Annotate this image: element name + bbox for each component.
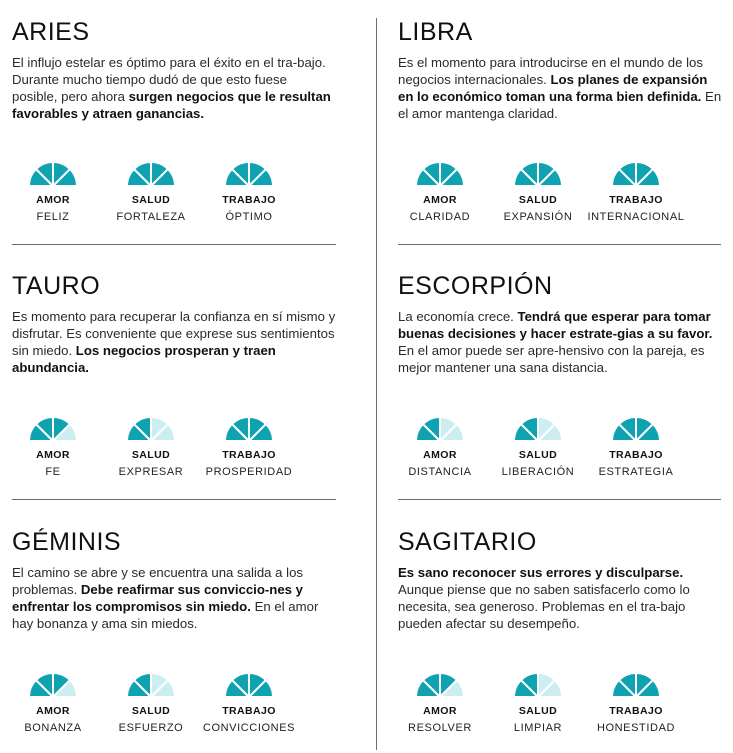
metric-label: SALUD: [518, 194, 558, 206]
gauge-icon: [412, 160, 468, 188]
sign-title: TAURO: [12, 272, 101, 300]
metric-salud: [102, 415, 200, 479]
metric-amor: [4, 160, 102, 224]
metric-value: RESOLVER: [408, 722, 472, 734]
metric-value: ESFUERZO: [118, 722, 184, 734]
gauge-icon: [25, 671, 81, 699]
metric-value: ESTRATEGIA: [598, 466, 674, 478]
metric-value: FELIZ: [36, 211, 70, 223]
metric-salud: [489, 671, 587, 735]
metric-value: FORTALEZA: [116, 211, 186, 223]
metric-trabajo: [587, 415, 685, 479]
metrics-tauro: [4, 415, 298, 479]
text-run-bold: Tendrá que esperar para tomar buenas decisiones y hacer estrate-gias a su favor.: [398, 309, 713, 341]
metric-value: BONANZA: [24, 722, 82, 734]
metric-salud: [102, 160, 200, 224]
metric-trabajo: [200, 671, 298, 735]
gauge-icon: [123, 415, 179, 443]
sign-geminis: [12, 528, 336, 632]
metric-salud: [489, 160, 587, 224]
gauge-icon: [25, 415, 81, 443]
metric-value: EXPRESAR: [118, 466, 184, 478]
metric-value: DISTANCIA: [408, 466, 472, 478]
metric-trabajo: [587, 160, 685, 224]
section-divider: [398, 499, 721, 500]
metric-label: SALUD: [518, 705, 558, 717]
sign-title: ARIES: [12, 18, 90, 46]
metric-trabajo: [200, 415, 298, 479]
metric-amor: [4, 671, 102, 735]
sign-tauro: [12, 272, 336, 376]
gauge-icon: [412, 671, 468, 699]
text-run: La economía crece.: [398, 309, 518, 324]
metrics-escorpion: [391, 415, 685, 479]
text-run-bold: Es sano reconocer sus errores y disculparse.: [398, 565, 684, 580]
metric-label: TRABAJO: [222, 449, 276, 461]
metrics-sagitario: [391, 671, 685, 735]
metric-label: TRABAJO: [609, 449, 663, 461]
section-divider: [12, 499, 336, 500]
sign-title: SAGITARIO: [398, 528, 537, 556]
text-run: En el amor hay bonanza y ama sin miedos.: [12, 599, 319, 631]
metric-label: TRABAJO: [609, 194, 663, 206]
gauge-icon: [608, 160, 664, 188]
sign-text: [12, 54, 336, 122]
sign-escorpion: [398, 272, 722, 376]
gauge-icon: [412, 415, 468, 443]
gauge-icon: [123, 160, 179, 188]
metric-value: CONVICCIONES: [202, 722, 296, 734]
sign-text: [12, 308, 336, 376]
gauge-icon: [608, 671, 664, 699]
metric-trabajo: [587, 671, 685, 735]
metric-label: AMOR: [36, 705, 70, 717]
metric-value: LIBERACIÓN: [501, 466, 575, 478]
gauge-icon: [221, 415, 277, 443]
metric-label: AMOR: [36, 449, 70, 461]
metric-amor: [391, 160, 489, 224]
text-run-bold: Los planes de expansión en lo económico toman una forma bien definida.: [398, 72, 708, 104]
gauge-icon: [221, 671, 277, 699]
sign-title: GÉMINIS: [12, 528, 122, 556]
section-divider: [12, 244, 336, 245]
text-run: El camino se abre y se encuentra una salida a los problemas.: [12, 565, 304, 597]
gauge-icon: [510, 671, 566, 699]
metric-label: AMOR: [36, 194, 70, 206]
metric-value: EXPANSIÓN: [503, 211, 573, 223]
sign-text: [398, 564, 722, 632]
gauge-icon: [25, 160, 81, 188]
metric-amor: [391, 415, 489, 479]
column-divider: [376, 18, 377, 750]
sign-libra: [398, 18, 722, 122]
metric-label: AMOR: [423, 449, 457, 461]
metrics-geminis: [4, 671, 298, 735]
text-run: En el amor puede ser apre-hensivo con la pareja, es mejor mantener una sana distancia.: [398, 343, 705, 375]
metric-label: TRABAJO: [222, 705, 276, 717]
metric-value: CLARIDAD: [409, 211, 471, 223]
text-run-bold: Los negocios prosperan y traen abundancia.: [12, 343, 276, 375]
metrics-libra: [391, 160, 685, 224]
gauge-icon: [608, 415, 664, 443]
metric-value: LIMPIAR: [513, 722, 563, 734]
sign-sagitario: [398, 528, 722, 632]
sign-title: LIBRA: [398, 18, 473, 46]
sign-text: [398, 54, 722, 122]
text-run: Es momento para recuperar la confianza en sí mismo y disfrutar. Es conveniente que exprese sus sentimientos sin miedo.: [12, 309, 336, 358]
sign-aries: [12, 18, 336, 122]
gauge-icon: [123, 671, 179, 699]
text-run: Es el momento para introducirse en el mundo de los negocios internacionales.: [398, 55, 703, 87]
sign-text: [12, 564, 336, 632]
text-run-bold: surgen negocios que le resultan favorables y atraen ganancias.: [12, 89, 331, 121]
text-run-bold: Debe reafirmar sus conviccio-nes y enfrentar los compromisos sin miedo.: [12, 582, 303, 614]
metric-amor: [391, 671, 489, 735]
sign-title: ESCORPIÓN: [398, 272, 553, 300]
metric-value: INTERNACIONAL: [587, 211, 685, 223]
metric-label: TRABAJO: [609, 705, 663, 717]
metric-label: SALUD: [131, 194, 171, 206]
metric-salud: [102, 671, 200, 735]
metric-value: ÓPTIMO: [225, 211, 273, 223]
metric-salud: [489, 415, 587, 479]
metric-label: SALUD: [131, 705, 171, 717]
gauge-icon: [510, 415, 566, 443]
metric-amor: [4, 415, 102, 479]
text-run: Aunque piense que no saben satisfacerlo como lo necesita, sea generoso. Problemas en el tra-bajo pueden afectar su desempeño.: [398, 582, 690, 631]
metric-label: AMOR: [423, 194, 457, 206]
metric-label: AMOR: [423, 705, 457, 717]
text-run: El influjo estelar es óptimo para el éxito en el tra-bajo. Durante mucho tiempo dudó de que esto fuese posible, pero ahora: [12, 55, 326, 104]
metric-label: SALUD: [518, 449, 558, 461]
metric-trabajo: [200, 160, 298, 224]
metric-value: PROSPERIDAD: [205, 466, 293, 478]
gauge-icon: [221, 160, 277, 188]
metric-label: TRABAJO: [222, 194, 276, 206]
section-divider: [398, 244, 721, 245]
text-run: En el amor mantenga claridad.: [398, 89, 722, 121]
metric-value: FE: [45, 466, 61, 478]
gauge-icon: [510, 160, 566, 188]
metric-value: HONESTIDAD: [596, 722, 676, 734]
sign-text: [398, 308, 722, 376]
metrics-aries: [4, 160, 298, 224]
metric-label: SALUD: [131, 449, 171, 461]
